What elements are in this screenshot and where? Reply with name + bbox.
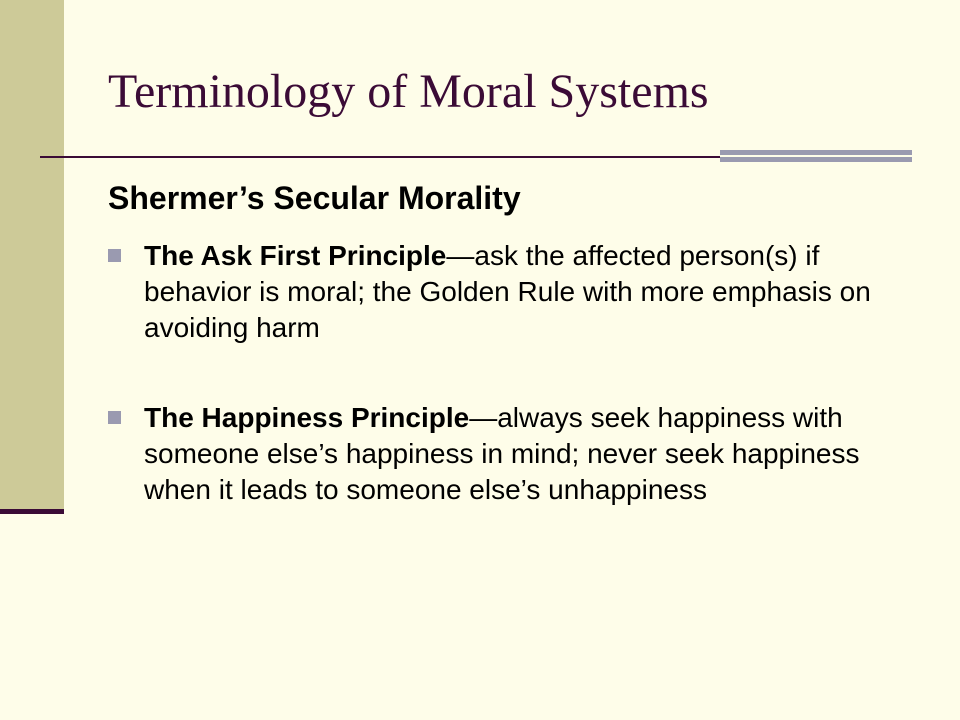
bullet-text: —always seek happiness with someone else’s happiness in mind; never seek happiness when it leads to someone else’s unhappiness <box>144 402 860 505</box>
slide-subheading: Shermer’s Secular Morality <box>108 180 521 216</box>
bullet-term: The Ask First Principle <box>144 240 447 271</box>
bullet-text: —ask the affected person(s) if behavior is moral; the Golden Rule with more emphasis on avoiding harm <box>144 240 871 343</box>
title-underline <box>40 156 720 158</box>
bullet-item <box>108 400 878 508</box>
square-bullet-icon <box>108 411 121 424</box>
square-bullet-icon <box>108 249 121 262</box>
left-accent-rule <box>0 509 64 514</box>
bullet-item <box>108 238 878 346</box>
bullet-term: The Happiness Principle <box>144 402 470 433</box>
bullet-list <box>108 238 878 562</box>
slide-title: Terminology of Moral Systems <box>108 65 709 118</box>
left-accent-bar <box>0 0 64 512</box>
title-underline-accent-gap <box>720 155 912 157</box>
